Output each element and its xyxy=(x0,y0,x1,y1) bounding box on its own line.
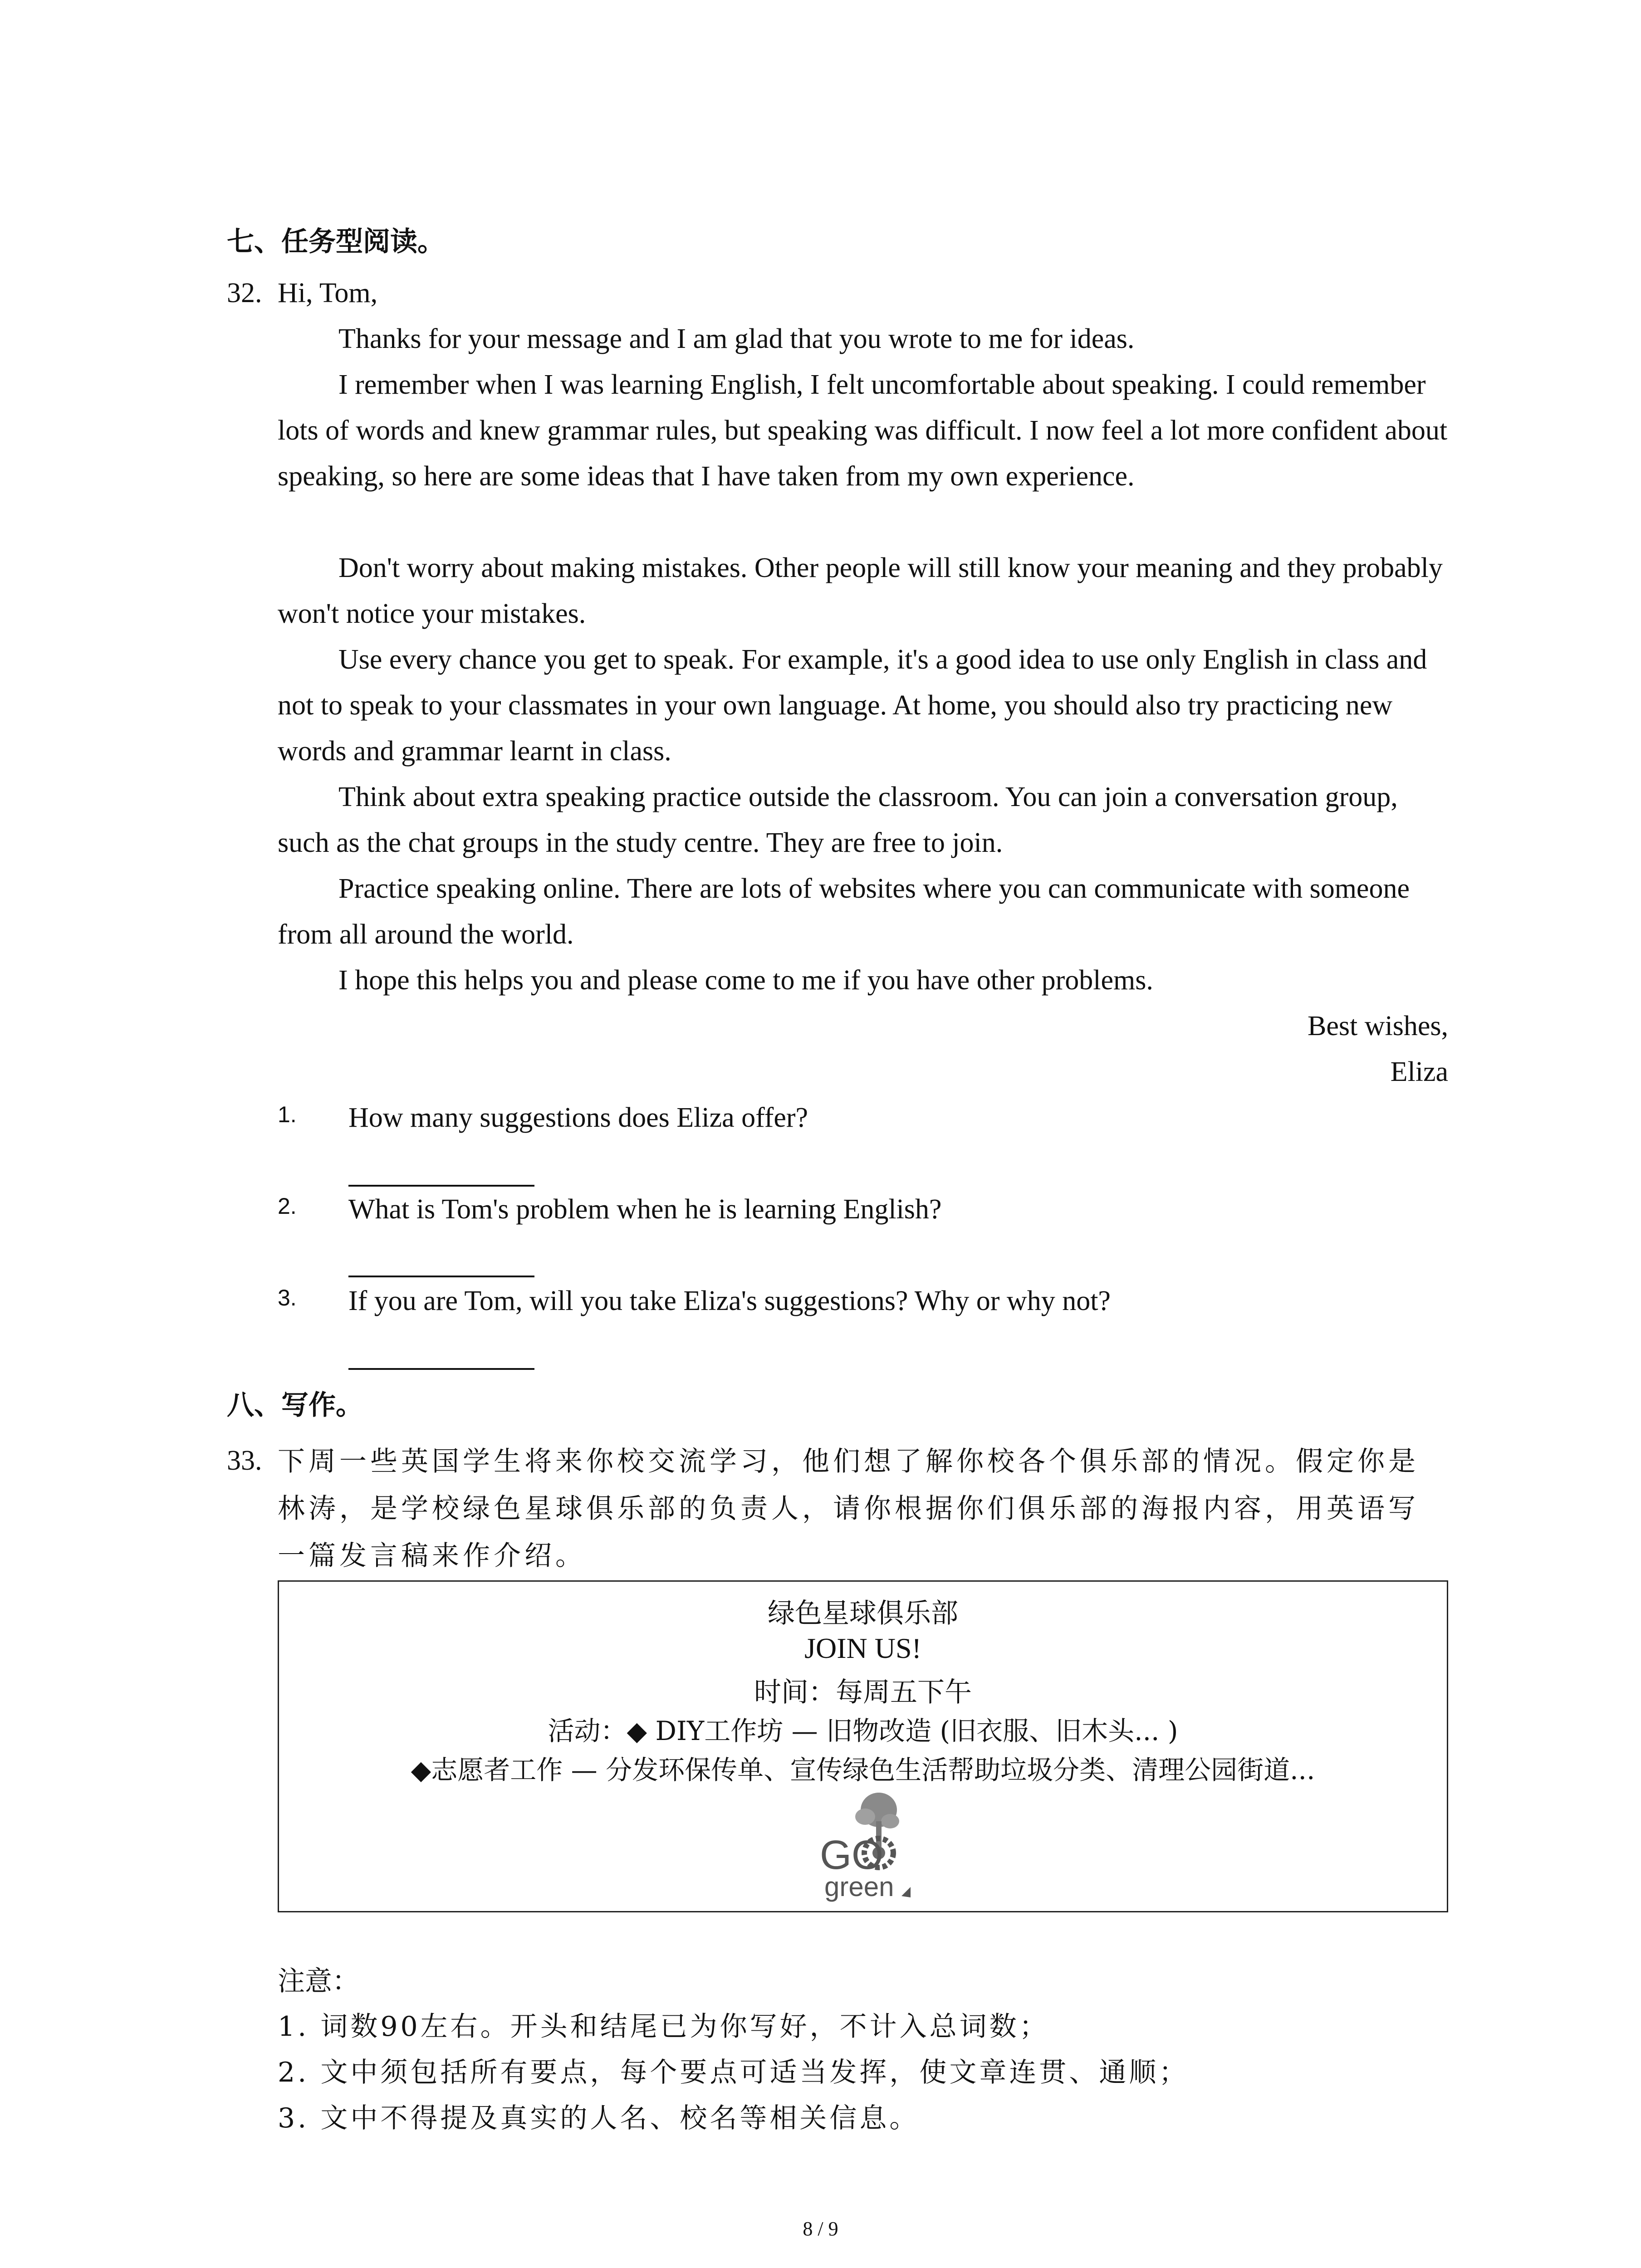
go-green-logo-icon xyxy=(811,1789,920,1903)
section-heading-reading: 七、任务型阅读。 xyxy=(227,226,445,258)
question-3-text: If you are Tom, will you take Eliza's suggestions? Why or why not? xyxy=(348,1286,1111,1316)
club-poster xyxy=(278,1580,1448,1912)
letter-signature: Eliza xyxy=(1390,1056,1448,1087)
notes-heading: 注意： xyxy=(278,1965,359,1997)
letter-greeting: Hi, Tom, xyxy=(278,278,378,308)
question-1-number: 1. xyxy=(278,1102,297,1127)
question-3-number: 3. xyxy=(278,1285,297,1310)
poster-time: 时间：每周五下午 xyxy=(754,1677,972,1708)
letter-paragraph-6: Practice speaking online. There are lots of websites where you can communicate with someone from all around the world. xyxy=(278,873,1410,950)
question-2-text: What is Tom's problem when he is learning English? xyxy=(348,1194,942,1225)
writing-prompt: 下周一些英国学生将来你校交流学习，他们想了解你校各个俱乐部的情况。假定你是林涛，是学校绿色星球俱乐部的负责人，请你根据你们俱乐部的海报内容，用英语写一篇发言稿来作介绍。 xyxy=(278,1446,1419,1572)
section-heading-writing: 八、写作。 xyxy=(227,1389,363,1421)
svg-text:green: green xyxy=(824,1872,894,1902)
answer-blank-2[interactable] xyxy=(348,1276,534,1277)
letter-paragraph-5: Think about extra speaking practice outside the classroom. You can join a conversation group, such as the chat groups in the study centre. They are free to join. xyxy=(278,782,1398,858)
letter-paragraph-4: Use every chance you get to speak. For example, it's a good idea to use only English in class and not to speak to your classmates in your own language. At home, you should also try practicing new words and grammar learnt in class. xyxy=(278,644,1427,767)
poster-activity-volunteer: ◆志愿者工作 — 分发环保传单、宣传绿色生活帮助垃圾分类、清理公园街道... xyxy=(411,1755,1315,1785)
question-number-32: 32. xyxy=(227,278,262,308)
page-number: 8 / 9 xyxy=(803,2218,838,2240)
question-number-33: 33. xyxy=(227,1445,262,1476)
letter-paragraph-7: I hope this helps you and please come to me if you have other problems. xyxy=(338,965,1153,996)
letter-paragraph-3: Don't worry about making mistakes. Other people will still know your meaning and they probably won't notice your mistakes. xyxy=(278,552,1443,629)
letter-paragraph-2: I remember when I was learning English, I felt uncomfortable about speaking. I could remember lots of words and knew grammar rules, but speaking was difficult. I now feel a lot more confident about speaking, so here are some ideas that I have taken from my own experience. xyxy=(278,369,1448,492)
letter-closing: Best wishes, xyxy=(1308,1011,1448,1041)
poster-activity-diy: 活动：◆ DIY工作坊 — 旧物改造 (旧衣服、旧木头... ) xyxy=(548,1716,1178,1746)
note-2: 2. 文中须包括所有要点，每个要点可适当发挥，使文章连贯、通顺； xyxy=(278,2057,1189,2088)
question-2-number: 2. xyxy=(278,1193,297,1219)
letter-paragraph-1: Thanks for your message and I am glad that you wrote to me for ideas. xyxy=(338,323,1135,354)
note-3: 3. 文中不得提及真实的人名、校名等相关信息。 xyxy=(278,2102,920,2134)
answer-blank-3[interactable] xyxy=(348,1368,534,1370)
svg-text:GO: GO xyxy=(820,1833,884,1878)
poster-slogan: JOIN US! xyxy=(804,1632,921,1664)
question-1-text: How many suggestions does Eliza offer? xyxy=(348,1102,808,1133)
note-1: 1. 词数90左右。开头和结尾已为你写好，不计入总词数； xyxy=(278,2011,1049,2043)
go-green-logo xyxy=(811,1789,920,1903)
poster-title: 绿色星球俱乐部 xyxy=(768,1598,958,1629)
